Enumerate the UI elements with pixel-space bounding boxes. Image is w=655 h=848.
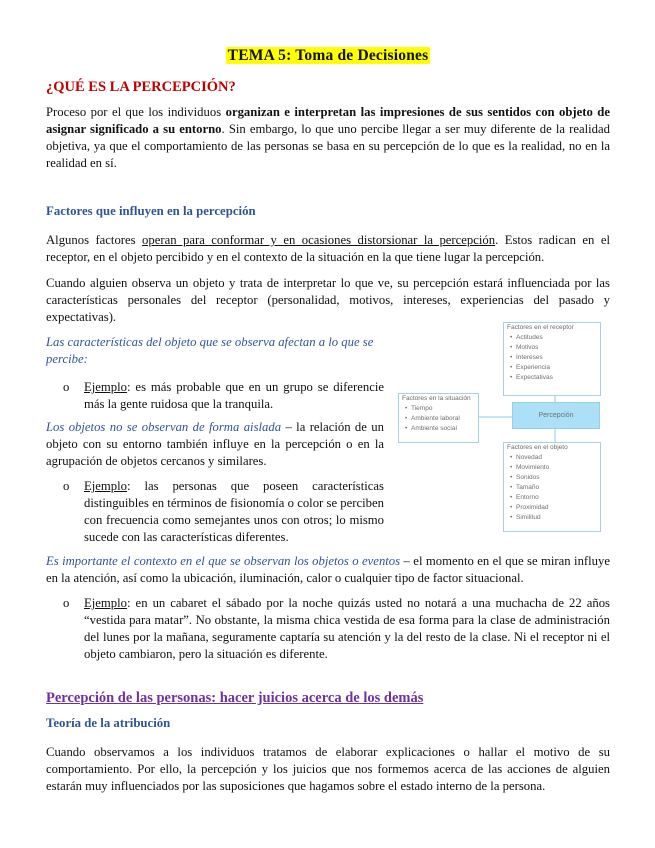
object-factor-item: • Similitud [516, 513, 600, 523]
perception-center-box: Percepción [512, 402, 600, 429]
object-factor-item: • Novedad [516, 453, 600, 463]
context-text: – el momento en el que se miran influye en la atención, así como la ubicación, iluminación, calor o cualquier tipo de factor situacional. [46, 554, 610, 585]
receptor-factors-list [504, 333, 600, 383]
situation-factors-list [399, 404, 478, 434]
context-paragraph [46, 553, 610, 587]
object-factor-item: • Tamaño [516, 483, 600, 493]
example-3-label: Ejemplo [84, 596, 127, 610]
section-heading-perception: ¿QUÉ ES LA PERCEPCIÓN? [46, 79, 236, 95]
perception-factors-diagram [398, 322, 602, 532]
left-column [46, 334, 384, 546]
people-perception-heading: Percepción de las personas: hacer juicios acerca de los demás [46, 690, 424, 706]
situation-factors-box [398, 393, 479, 443]
object-factor-item: • Sonidos [516, 473, 600, 483]
isolation-text: – la relación de un objeto con su entorno también influye en la percepción o en la agrupación de objetos cercanos y similares. [46, 420, 384, 468]
situation-factor-item: • Ambiente social [411, 424, 478, 434]
situation-factor-item: • Tiempo [411, 404, 478, 414]
object-features-text: Las características del objeto que se observa afectan a lo que se percibe: [46, 335, 374, 366]
title-container [46, 47, 610, 65]
example-2-label: Ejemplo [84, 479, 127, 493]
intro-bold-text: organizan e interpretan las impresiones de sus sentidos con objeto de asignar significado a su entorno [46, 105, 610, 136]
example-3 [46, 595, 610, 663]
example-3-text: : en un cabaret el sábado por la noche quizás usted no notará a una muchacha de 22 años “vestida para matar”. No obstante, la misma chica vestida de esa forma para la clase de administración del lunes por la mañana, seguramente captaría su atención y la del resto de la clase. Ni el receptor ni el objeto cambiaron, pero la situación es diferente. [84, 596, 610, 661]
example-1-text: : es más probable que en un grupo se diferencie más la gente ruidosa que la tranquila. [84, 380, 384, 411]
example-2-text: : las personas que poseen características distinguibles en términos de fisionomía o color se perciben con frecuencia como semejantes unos con otros; lo mismo sucede con las características diferentes. [84, 479, 384, 544]
example-1-label: Ejemplo [84, 380, 127, 394]
receptor-factors-title: Factores en el receptor [507, 324, 574, 331]
context-italic: Es importante el contexto en el que se observan los objetos o eventos [46, 554, 401, 568]
object-factors-box [503, 442, 601, 532]
object-factors-title: Factores en el objeto [507, 444, 568, 451]
receptor-factor-item: • Expectativas [516, 373, 600, 383]
attribution-paragraph: Cuando observamos a los individuos tratamos de elaborar explicaciones o hallar el motivo de su comportamiento. Por ello, la percepción y los juicios que nos formemos acerca de las acciones de alguien estarán muy influenciados por las suposiciones que hagamos sobre el estado interno de la persona. [46, 745, 610, 793]
document-title: TEMA 5: Toma de Decisiones [227, 47, 429, 64]
object-factor-item: • Proximidad [516, 503, 600, 513]
example-1 [46, 379, 384, 413]
intro-paragraph [46, 104, 610, 172]
intro-text-2: . Sin embargo, lo que uno percibe llegar a ser muy diferente de la realidad objetiva, ya que el comportamiento de las personas se basa en su percepción de lo que es la realidad, no en la realidad en sí. [46, 122, 610, 170]
receptor-factor-item: • Intereses [516, 353, 600, 363]
situation-factors-title: Factores en la situación [402, 395, 471, 402]
isolation-paragraph [46, 419, 384, 470]
bullet-marker: o [63, 479, 70, 493]
object-factor-item: • Entorno [516, 493, 600, 503]
bullet-marker: o [63, 380, 70, 394]
attribution-heading: Teoría de la atribución [46, 716, 171, 730]
receptor-factors-box [503, 322, 601, 396]
object-factor-item: • Movimiento [516, 463, 600, 473]
object-factors-list [504, 453, 600, 523]
factors-p1-underlined: operan para conformar y en ocasiones distorsionar la percepción [142, 233, 496, 247]
situation-factor-item: • Ambiente laboral [411, 414, 478, 424]
factors-p1-text-1: Algunos factores [46, 233, 143, 247]
example-2 [46, 478, 384, 546]
factors-paragraph-1 [46, 232, 610, 266]
receptor-factor-item: • Experiencia [516, 363, 600, 373]
receptor-factor-item: • Actitudes [516, 333, 600, 343]
factors-p1-text-2: . Estos radican en el receptor, en el objeto percibido y en el contexto de la situación en la que tiene lugar la percepción. [46, 233, 610, 264]
receptor-factor-item: • Motivos [516, 343, 600, 353]
factors-heading: Factores que influyen en la percepción [46, 204, 256, 218]
intro-text-1: Proceso por el que los individuos [46, 105, 226, 119]
bullet-marker: o [63, 596, 70, 610]
factors-paragraph-2: Cuando alguien observa un objeto y trata de interpretar lo que ve, su percepción estará influenciada por las características personales del receptor (personalidad, motivos, intereses, experiencias del pasado y expectativas). [46, 276, 610, 324]
isolation-italic: Los objetos no se observan de forma aislada [46, 420, 282, 434]
